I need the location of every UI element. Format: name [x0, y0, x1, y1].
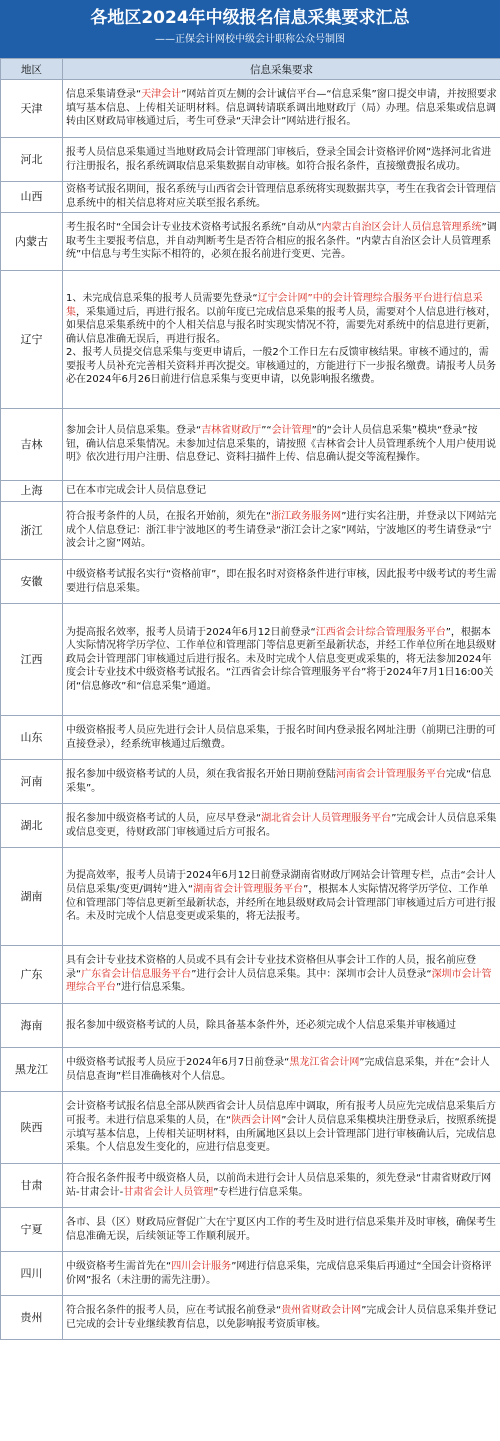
requirement-text: 考生报名时“全国会计专业技术资格考试报名系统”自动从“ — [66, 222, 322, 234]
requirement-text: 资格考试报名期间，报名系统与山西省会计管理信息系统将实现数据共享，考生在我省会计管理信息系统中的相关信息将对应关联至报名系统。 — [66, 184, 496, 209]
table-row — [1, 760, 500, 804]
table-row — [1, 604, 500, 716]
table-row — [1, 481, 500, 502]
highlighted-platform-name: 广东省会计信息服务平台 — [81, 968, 192, 980]
region-cell: 上海 — [1, 481, 63, 502]
requirement-text: ”调取考生主要报考信息，并自动判断考生是否符合相应的报名条件。“内蒙古自治区会计人员管理系统”中信息与考生实际不相符的，必须在报名前进行变更、完善。 — [66, 222, 497, 261]
table-row — [1, 80, 500, 138]
requirement-text: 参加会计人员信息采集。登录“ — [66, 425, 202, 437]
highlighted-platform-name: 江西省会计综合管理服务平台 — [315, 626, 446, 638]
page-title: 各地区2024年中级报名信息采集要求汇总 — [90, 8, 410, 28]
region-cell: 河南 — [1, 760, 63, 804]
table-row — [1, 1048, 500, 1092]
highlighted-platform-name: 天津会计 — [141, 89, 182, 101]
requirement-text: ”完成信息采集，并在“会计人员信息查询”栏目准确核对个人信息。 — [66, 1056, 490, 1082]
region-cell: 黑龙江 — [1, 1048, 63, 1092]
region-cell: 甘肃 — [1, 1164, 63, 1208]
requirement-text: 会计资格考试报名信息全部从陕西省会计人员信息库中调取，所有报考人员应先完成信息采集后方可报考。未进行信息采集的人员，在“ — [66, 1101, 496, 1126]
requirement-cell — [63, 848, 500, 946]
requirement-text: 2、报考人员提交信息采集与变更申请后，一般2个工作日左右反馈审核结果。审核不通过的，需要报考人员补充完善相关资料并再次提交。审核通过的，方能进行下一步报名缴费。请报考人员务必在2024年6月26日前进行信息采集与变更申请，以免影响报名缴费。 — [66, 347, 496, 386]
requirements-table — [0, 58, 500, 1340]
requirement-cell — [63, 946, 500, 1004]
requirement-text: ”的“会计人员信息采集”模块“登录”按钮，确认信息采集情况。未参加过信息采集的，请按照《吉林省会计人员管理系统个人用户使用说明》依次进行用户注册、信息登记、资料扫描件上传、信息确认提交等流程操作。 — [66, 425, 496, 464]
table-row — [1, 1252, 500, 1296]
region-cell: 江西 — [1, 604, 63, 716]
requirement-cell — [63, 213, 500, 271]
highlighted-platform-name: 甘肃省会计人员管理 — [123, 1186, 214, 1198]
requirement-cell — [63, 1092, 500, 1164]
table-row — [1, 560, 500, 604]
highlighted-platform-name: 会计管理 — [271, 425, 312, 437]
table-row — [1, 182, 500, 213]
requirement-text: ”网站首页左侧的会计诚信平台—“信息采集”窗口提交申请，并按照要求填写基本信息、上传相关证明材料。信息调转请联系调出地财政厅（局）办理。信息采集或信息调转由区财政局审核通过后，考生可登录“天津会计”网站进行报名。 — [66, 89, 497, 128]
requirement-cell — [63, 716, 500, 760]
table-row — [1, 804, 500, 848]
region-cell: 浙江 — [1, 502, 63, 560]
requirement-text: ”完成会计人员信息采集并登记已完成的会计专业继续教育信息，以免影响报考资质审核。 — [66, 1304, 497, 1330]
table-row — [1, 138, 500, 182]
requirement-text: 报名参加中级资格考试的人员，除具备基本条件外，还必须完成个人信息采集并审核通过 — [66, 1019, 456, 1031]
requirement-text: ”，根据本人实际情况将学历学位、工作单位和管理部门等信息更新至最新状态，并经所在地县级财政局会计管理部门审核通过后方可进行报名。未及时完成个人信息变更或采集的，将无法报考。 — [66, 883, 496, 923]
highlighted-platform-name: 黑龙江省会计网 — [289, 1056, 360, 1068]
requirement-text: 中级资格考试报名实行“资格前审”，即在报名时对资格条件进行审核，因此报考中级考试的考生需要进行信息采集。 — [66, 568, 497, 594]
requirement-cell — [63, 1004, 500, 1048]
requirement-text: 信息采集请登录“ — [66, 89, 142, 101]
requirement-cell — [63, 1208, 500, 1252]
region-cell: 内蒙古 — [1, 213, 63, 271]
requirement-cell — [63, 1164, 500, 1208]
requirement-cell — [63, 138, 500, 182]
highlighted-platform-name: 四川会计服务 — [171, 1260, 232, 1272]
region-cell: 宁夏 — [1, 1208, 63, 1252]
requirement-text: ”“ — [261, 425, 272, 437]
requirement-cell — [63, 481, 500, 502]
region-cell: 湖北 — [1, 804, 63, 848]
requirement-cell — [63, 560, 500, 604]
requirement-cell — [63, 502, 500, 560]
requirement-cell — [63, 80, 500, 138]
region-cell: 四川 — [1, 1252, 63, 1296]
region-cell: 贵州 — [1, 1296, 63, 1340]
requirement-text: 中级资格报考人员应先进行会计人员信息采集，于报名时间内登录报名网址注册（前期已注册的可直接登录），经系统审核通过后缴费。 — [66, 724, 496, 750]
column-header-region: 地区 — [1, 59, 63, 80]
highlighted-platform-name: 吉林省财政厅 — [201, 425, 262, 437]
requirement-text: ”进行实名注册，并登录以下网站完成个人信息登记：浙江非宁波地区的考生请登录“浙江会计之家”网站，宁波地区的考生请登录“宁波会计之窗”网站。 — [66, 511, 497, 550]
region-cell: 广东 — [1, 946, 63, 1004]
requirement-text: 报名参加中级资格考试的人员，须在我省报名开始日期前登陆 — [66, 768, 336, 780]
requirement-cell — [63, 804, 500, 848]
requirement-text: 已在本市完成会计人员信息登记 — [66, 485, 206, 497]
table-row — [1, 1296, 500, 1340]
requirement-text: 符合报名条件报考中级资格人员，以前尚未进行会计人员信息采集的，须先登录“甘肃省财政厅网站-甘肃会计- — [66, 1172, 492, 1198]
table-body — [1, 80, 500, 1340]
region-cell: 安徽 — [1, 560, 63, 604]
requirement-cell — [63, 604, 500, 716]
requirement-text: 符合报名条件的报考人员，应在考试报名前登录“ — [66, 1304, 282, 1316]
region-cell: 山东 — [1, 716, 63, 760]
highlighted-platform-name: 河南省会计管理服务平台 — [336, 768, 446, 780]
table-row — [1, 1004, 500, 1048]
requirement-text: ”进行会计人员信息采集。其中：深圳市会计人员登录“ — [191, 968, 432, 980]
region-cell: 湖南 — [1, 848, 63, 946]
region-cell: 辽宁 — [1, 271, 63, 409]
requirement-text: ”会计人员信息采集模块注册登录后，按照系统提示填写基本信息，上传相关证明材料，由所属地区县以上会计管理部门进行审核确认后，完成信息采集。个人信息发生变化的，应进行信息变更。 — [66, 1114, 497, 1154]
requirement-text: ”，根据本人实际情况将学历学位、工作单位和管理部门等信息更新至最新状态，并经工作单位所在地县级财政局会计管理部门审核通过后进行报名。未及时完成个人信息变更或采集的，将无法参加2024年度会计专业技术中级资格考试报名。“江西省会计综合管理服务平台”将于2024年7月1日16:00关闭“信息修改”和“信息采集”通道。 — [66, 626, 496, 692]
table-row — [1, 271, 500, 409]
requirement-cell — [63, 1252, 500, 1296]
region-cell: 山西 — [1, 182, 63, 213]
requirement-text: ”网进行信息采集，完成信息采集后再通过“全国会计资格评价网”报名（未注册的需先注册）。 — [66, 1260, 492, 1286]
highlighted-platform-name: 湖南省会计管理服务平台 — [193, 883, 304, 895]
table-row — [1, 1164, 500, 1208]
requirement-cell — [63, 182, 500, 213]
requirement-text: 具有会计专业技术资格的人员或不具有会计专业技术资格但从事会计工作的人员，报名前应登录“ — [66, 955, 476, 980]
requirement-cell — [63, 409, 500, 481]
page-header — [0, 0, 500, 58]
highlighted-platform-name: 内蒙古自治区会计人员信息管理系统 — [321, 222, 482, 234]
region-cell: 海南 — [1, 1004, 63, 1048]
requirement-text: ，采集通过后，再进行报名。以前年度已完成信息采集的报考人员，需要对个人信息进行核对，如果信息采集系统中的个人相关信息与报名时实现实情况不符，需要先对系统中的信息进行更新，确认信息准确无误后，再进行报名。 — [66, 306, 496, 345]
table-row — [1, 716, 500, 760]
requirement-text: 为提高报名效率，报考人员请于2024年6月12日前登录“ — [66, 626, 316, 638]
requirement-text: ”专栏进行信息采集。 — [213, 1186, 309, 1198]
requirement-cell — [63, 1048, 500, 1092]
region-cell: 天津 — [1, 80, 63, 138]
requirement-text: 中级资格考试报考人员应于2024年6月7日前登录“ — [66, 1056, 290, 1068]
highlighted-platform-name: 湖北省会计人员管理服务平台 — [261, 812, 392, 824]
requirement-text: ”进行信息采集。 — [116, 982, 192, 994]
region-cell: 河北 — [1, 138, 63, 182]
table-row — [1, 502, 500, 560]
table-row — [1, 409, 500, 481]
table-row — [1, 1208, 500, 1252]
requirement-text: 报考人员信息采集通过当地财政局会计管理部门审核后，登录全国会计资格评价网”选择河北省进行注册报名，报名系统调取信息采集数据自动审核。如符合报名条件，直接缴费报名成功。 — [66, 146, 492, 172]
requirement-text: 为提高效率，报考人员请于2024年6月12日前登录湖南省财政厅网站会计管理专栏，点击“会计人员信息采集/变更/调转”进入“ — [66, 870, 496, 895]
highlighted-platform-name: 浙江政务服务网 — [271, 511, 342, 523]
requirement-text: 各市、县（区）财政局应督促广大在宁夏区内工作的考生及时进行信息采集并及时审核，确保考生信息准确无误，后续领证等工作顺利展开。 — [66, 1216, 496, 1242]
requirement-text: 1、未完成信息采集的报考人员需要先登录“ — [66, 292, 258, 304]
highlighted-platform-name: 贵州省财政会计网 — [281, 1304, 362, 1316]
highlighted-platform-name: 深圳市会计管理综合平台 — [66, 968, 492, 994]
requirement-cell — [63, 760, 500, 804]
requirement-cell — [63, 271, 500, 409]
requirement-text: 报名参加中级资格考试的人员，应尽早登录“ — [66, 812, 262, 824]
column-header-requirements: 信息采集要求 — [63, 59, 500, 80]
table-header-row — [1, 59, 500, 80]
requirement-text: 完成“信息采集”。 — [66, 768, 492, 794]
table-row — [1, 946, 500, 1004]
requirement-text: ”完成会计人员信息采集或信息变更，待财政部门审核通过后方可报名。 — [66, 812, 497, 838]
table-row — [1, 213, 500, 271]
page-subtitle: ——正保会计网校中级会计职称公众号制图 — [155, 34, 345, 45]
requirement-text: 符合报考条件的人员，在报名开始前，须先在“ — [66, 511, 272, 523]
requirement-cell — [63, 1296, 500, 1340]
highlighted-platform-name: 辽宁会计网”中的会计管理综合服务平台进行信息采集 — [66, 292, 483, 318]
requirement-text: 中级资格考生需首先在“ — [66, 1260, 172, 1272]
table-row — [1, 1092, 500, 1164]
region-cell: 吉林 — [1, 409, 63, 481]
highlighted-platform-name: 陕西会计网 — [231, 1114, 282, 1126]
region-cell: 陕西 — [1, 1092, 63, 1164]
table-row — [1, 848, 500, 946]
